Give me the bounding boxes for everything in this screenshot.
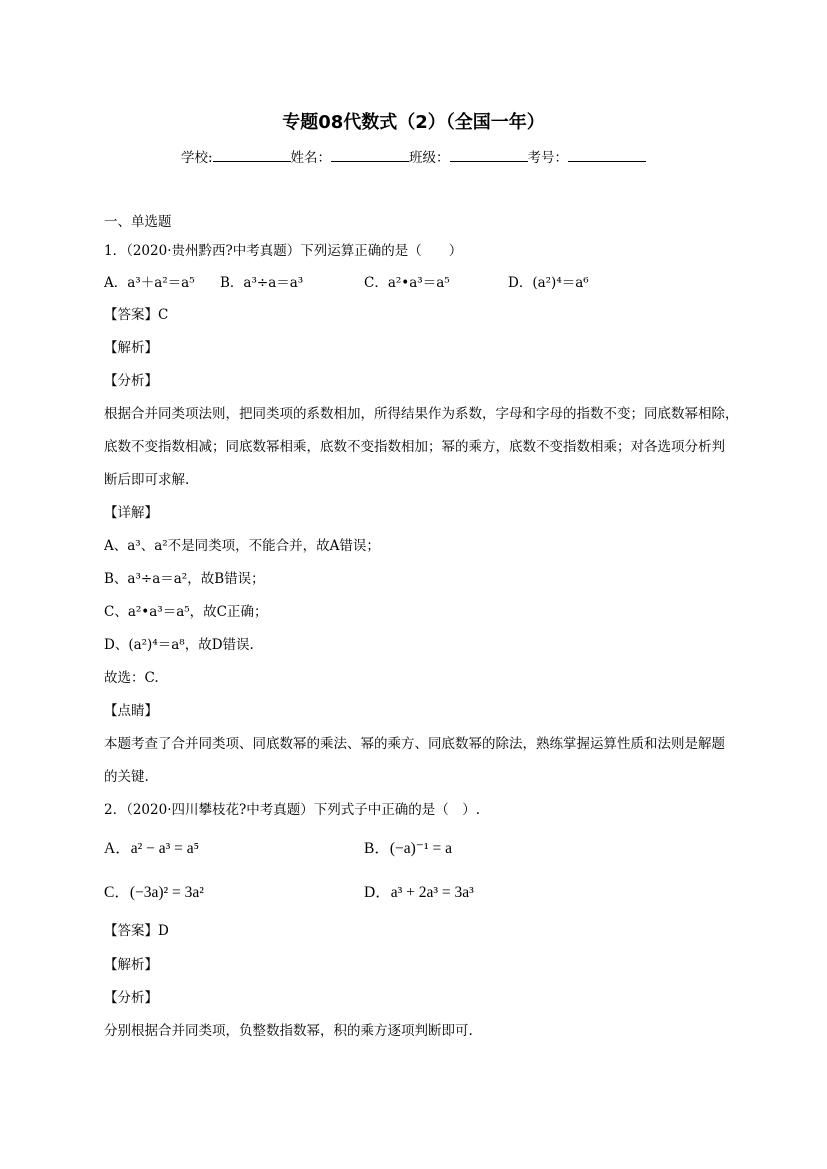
name-label: 姓名： — [290, 150, 332, 166]
q1-comment-line-2: 的关键. — [104, 769, 149, 785]
q1-dianjing-heading: 【点睛】 — [104, 703, 158, 719]
q1-answer: 【答案】C — [104, 307, 169, 323]
q1-detail-b: B、a³÷a＝a²，故B错误； — [104, 571, 265, 587]
q1-detail-c: C、a²•a³＝a⁵，故C正确； — [104, 604, 268, 620]
q1-option-a: A．a³＋a²＝a⁵ — [104, 275, 195, 291]
section-heading: 一、单选题 — [104, 214, 172, 230]
q2-option-c: C．(−3a)² = 3a² — [104, 884, 204, 901]
exam-no-label: 考号： — [527, 150, 569, 166]
q1-analysis-line-2: 底数不变指数相减；同底数幂相乘，底数不变指数相加；幂的乘方，底数不变指数相乘；对各选项分析判 — [104, 439, 725, 455]
q2-jiexi-heading: 【解析】 — [104, 957, 158, 973]
q2-answer: 【答案】D — [104, 923, 169, 939]
q1-xiangjie-heading: 【详解】 — [104, 505, 158, 521]
q2-option-b: B．(−a)⁻¹ = a — [364, 840, 452, 857]
q1-analysis-line-1: 根据合并同类项法则，把同类项的系数相加，所得结果作为系数，字母和字母的指数不变；同底数幂相除， — [104, 406, 739, 422]
q2-option-d: D．a³ + 2a³ = 3a³ — [364, 884, 474, 901]
exam-no-blank[interactable] — [568, 149, 646, 162]
q1-comment-line-1: 本题考查了合并同类项、同底数幂的乘法、幂的乘方、同底数幂的除法，熟练掌握运算性质和法则是解题 — [104, 736, 725, 752]
page-title: 专题08代数式（2）（全国一年） — [282, 112, 545, 133]
student-info-line — [0, 146, 827, 166]
school-label: 学校: — [180, 150, 213, 166]
q1-fenxi-heading: 【分析】 — [104, 373, 158, 389]
school-blank[interactable] — [213, 149, 291, 162]
q1-stem: 1．（2020·贵州黔西?中考真题）下列运算正确的是（ ） — [104, 243, 463, 259]
q1-option-c: C．a²•a³＝a⁵ — [364, 275, 450, 291]
q2-stem: 2．（2020·四川攀枝花?中考真题）下列式子中正确的是（ ）. — [104, 802, 481, 818]
q2-option-a: A．a² − a³ = a⁵ — [104, 840, 200, 857]
q1-detail-a: A、a³、a²不是同类项，不能合并，故A错误； — [104, 538, 380, 554]
q1-jiexi-heading: 【解析】 — [104, 340, 158, 356]
q2-fenxi-heading: 【分析】 — [104, 990, 158, 1006]
q1-option-d: D．(a²)⁴＝a⁶ — [508, 275, 589, 291]
q2-analysis: 分别根据合并同类项，负整数指数幂，积的乘方逐项判断即可. — [104, 1023, 473, 1039]
q1-detail-d: D、(a²)⁴＝a⁸，故D错误. — [104, 637, 254, 653]
q1-analysis-line-3: 断后即可求解. — [104, 472, 190, 488]
q1-option-b: B．a³÷a＝a³ — [220, 275, 304, 291]
class-label: 班级： — [409, 150, 450, 166]
q1-choose: 故选：C. — [104, 670, 159, 686]
name-blank[interactable] — [331, 149, 409, 162]
class-blank[interactable] — [450, 149, 528, 162]
